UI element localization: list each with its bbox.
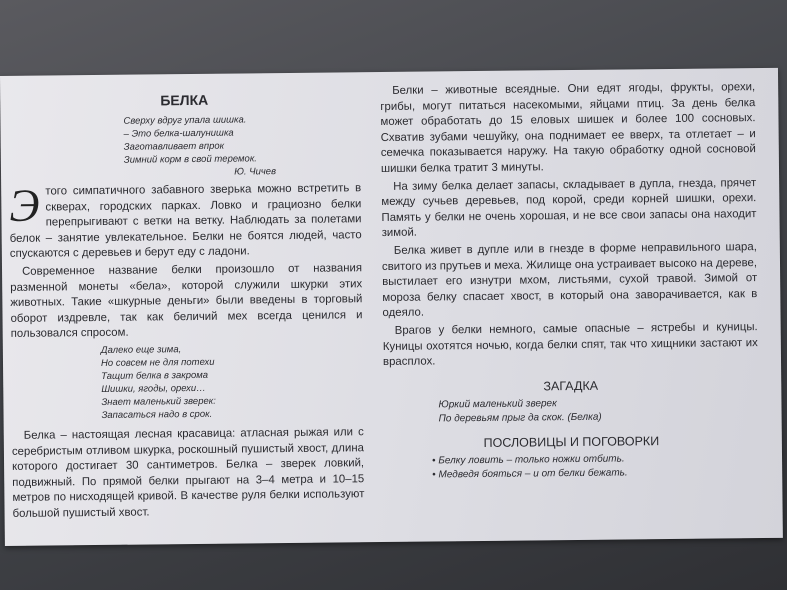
riddle-line: Юркий маленький зверек [438, 397, 557, 411]
proverb-item: • Медведя бояться – и от белки бежать. [432, 465, 759, 482]
poem-line: Далеко еще зима, [100, 344, 182, 356]
winter-stores-paragraph: На зиму белка делает запасы, складывает в дупла, гнезда, прячет между сучьев деревьев, под корой, среди корней шишки, орехи. Память у белки не очень хорошая, и не все свои запасы она находит зимой. [381, 176, 757, 240]
enemies-paragraph: Врагов у белки немного, самые опасные – ястребы и куницы. Куницы охотятся ночью, когда белки спят, так что хищники застают их врасплох. [382, 320, 758, 369]
riddle-line: По деревьям прыг да скок. (Белка) [438, 411, 602, 425]
poem-line: Шишки, ягоды, орехи… [101, 382, 206, 395]
riddle-text [438, 395, 758, 426]
squirrel-info-card [0, 68, 783, 546]
epigraph-line: Заготавливает впрок [123, 140, 225, 153]
right-column [380, 80, 759, 483]
epigraph-poem [123, 112, 361, 179]
poem-line: Но совсем не для потехи [100, 356, 215, 369]
drop-cap: Э [9, 179, 40, 231]
intro-paragraph-text: того симпатичного забавного зверька можно встретить в скверах, городских парках. Ловко и грациозно белки перепрыгивают с ветки на ветку. Наблюдать за полетами белок – занятие увлекательное. Белки не боятся людей, часто спускаются с деревьев и берут еду с ладони. [9, 182, 362, 261]
intro-paragraph [9, 181, 362, 263]
appearance-paragraph: Белка – настоящая лесная красавица: атласная рыжая или с серебристым отливом шкурка, роскошный пушистый хвост, длина которого достигает 30 сантиметров. Белка – зверек ловкий, подвижный. По прямой белки прыгают на 3–4 метра и 10–15 метров по нисходящей кривой. В качестве руля белки используют большой пушистый хвост. [11, 426, 365, 520]
epigraph-author: Ю. Чичев [234, 166, 277, 178]
proverb-item: • Белку ловить – только ножки отбить. [432, 451, 759, 468]
winter-poem [101, 341, 364, 422]
poem-line: Тащит белка в закрома [101, 369, 209, 382]
epigraph-line: Зимний корм в свой теремок. [123, 153, 257, 166]
name-origin-paragraph: Современное название белки произошло от названия разменной монеты «бела», которой служили шкурки этих животных. Такие «шкурные деньги» были введены в торговый оборот издревле, так как беличий мех всегда ценился и пользовался спросом. [10, 262, 363, 341]
nest-paragraph: Белка живет в дупле или в гнезде в форме неправильного шара, свитого из прутьев и меха. Жилище она устраивает высоко на дереве, выстилает его изнутри мхом, листьями, сухой травой. Зимой от мороза белку спасает хвост, в который она заворачивается, как в одеяло. [381, 241, 758, 320]
poem-line: Запасаться надо в срок. [101, 408, 213, 421]
riddle-heading: ЗАГАДКА [543, 378, 599, 394]
proverbs-heading: ПОСЛОВИЦЫ И ПОГОВОРКИ [483, 433, 660, 450]
diet-paragraph: Белки – животные всеядные. Они едят ягоды, фрукты, орехи, грибы, могут питаться насекомыми, яйцами птиц. За день белка может обработать до 15 еловых шишек и более 100 сосновых. Схватив зубами чешуйку, она поднимает ее вверх, та отлетает – и семечка показывается наружу. На такую обработку одной сосновой шишки белка тратит 3 минуты. [380, 81, 756, 175]
left-column [8, 84, 365, 522]
epigraph-line: Сверху вдруг упала шишка. [123, 114, 247, 127]
poem-line: Знает маленький зверек: [101, 395, 216, 408]
page-title: БЕЛКА [160, 91, 209, 109]
proverbs-list [432, 451, 759, 482]
epigraph-line: – Это белка-шалунишка [123, 127, 234, 140]
